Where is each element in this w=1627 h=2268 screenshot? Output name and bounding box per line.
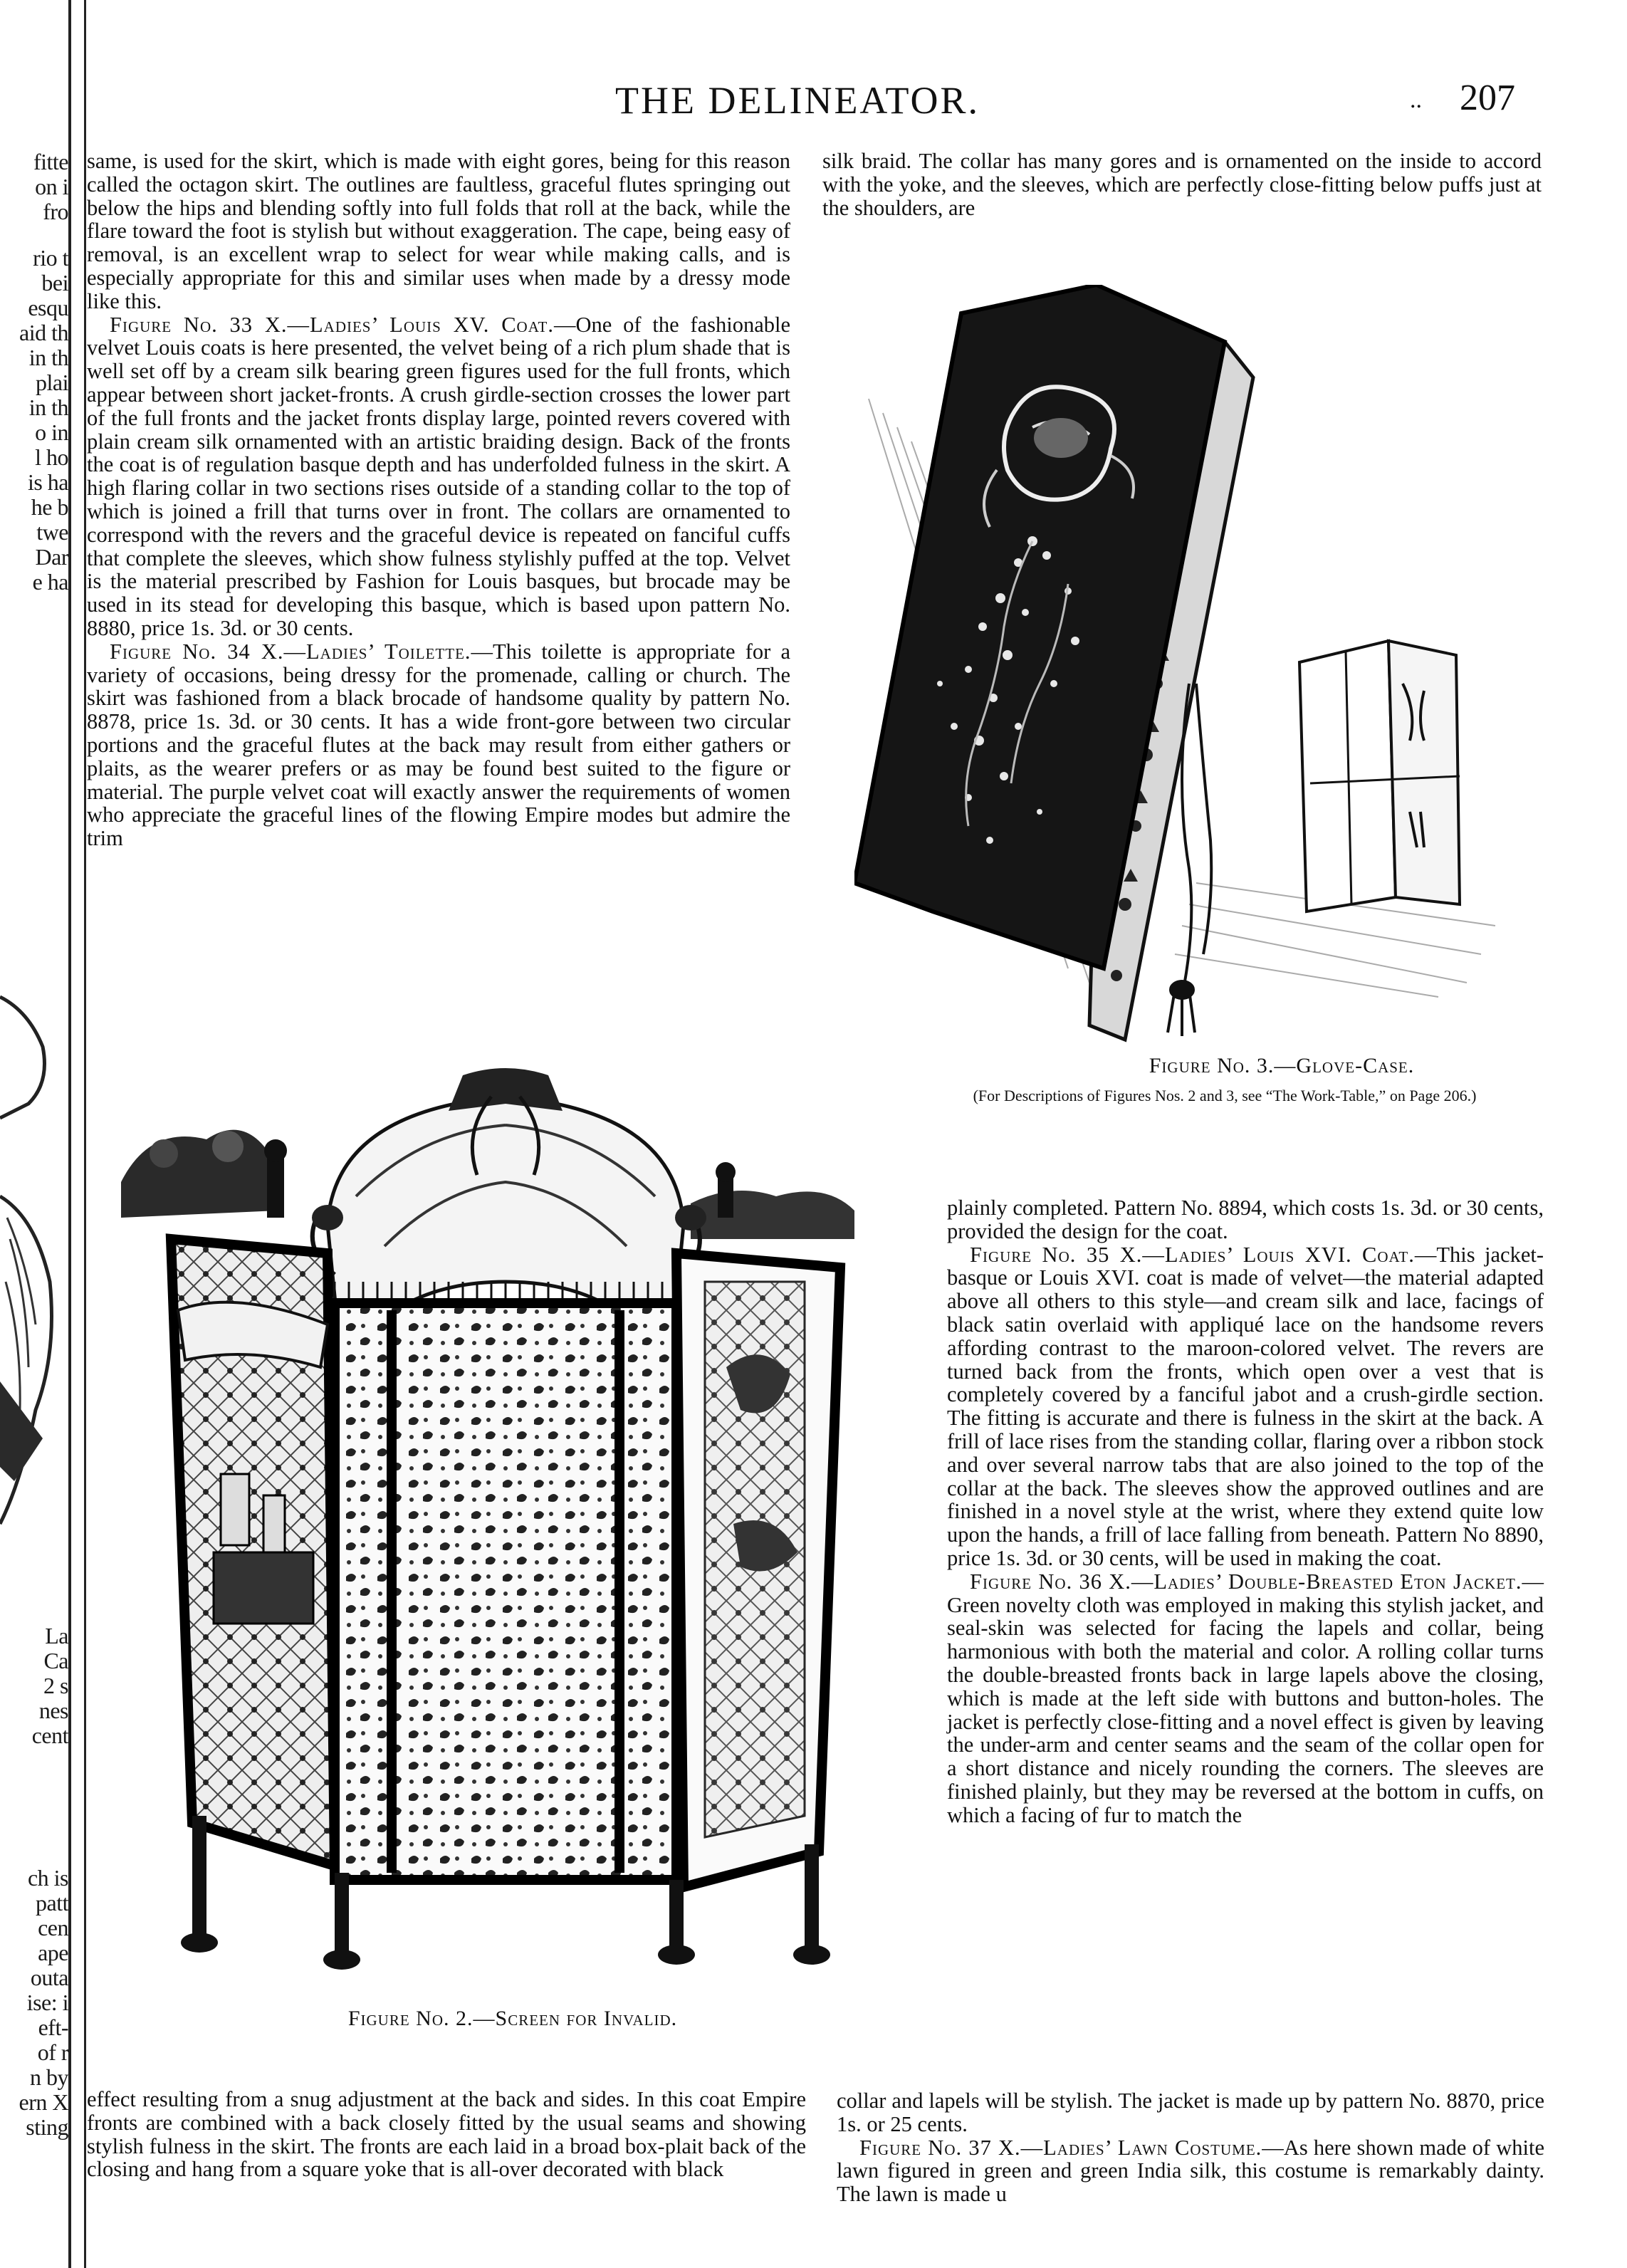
gutter-fragment-text: Dar — [35, 544, 68, 570]
gutter-fragment-text: e ha — [32, 569, 68, 595]
glove-case-folded-view — [1299, 641, 1460, 911]
paragraph-figure-33 — [87, 313, 790, 640]
gutter-fragment-text: nes — [38, 1698, 68, 1723]
paragraph-figure-35 — [947, 1243, 1544, 1570]
paragraph-silk-braid: silk braid. The collar has many gores and is ornamented on the inside to accord with the yoke, and the sleeves, which are perfectly close-fitting below puffs just at the shoulders, are — [822, 149, 1542, 220]
figure-screen-for-invalid — [121, 1068, 926, 1972]
running-title: THE DELINEATOR. — [615, 79, 980, 122]
column-left-bottom — [87, 2088, 806, 2181]
gutter-fragment-text: ch is — [27, 1865, 68, 1891]
column-right-bottom — [837, 2089, 1544, 2206]
gutter-fragment-text: patt — [36, 1890, 68, 1916]
gutter-fragment-text: ern X — [19, 2089, 68, 2115]
gutter-fragment-text: twe — [36, 519, 68, 545]
gutter-fragment-text: fro — [43, 199, 68, 224]
gutter-fragment-text: in th — [28, 345, 68, 370]
gutter-fragment-text: plai — [36, 370, 68, 395]
body-figure-35: —This jacket-basque or Louis XVI. coat is made of velvet—the material adapted above all others to this style—and cream silk and lace, facings of black satin overlaid with appliqué lace on the handsome revers affording contrast to the maroon-colored velvet. The revers are turned back from the fronts, which open over a vest that is completely covered by a fanciful jabot and a crush-girdle section. The fitting is accurate and there is fulness in the skirt at the back. A frill of lace rises from the standing collar, flaring over a ribbon stock and over several narrow tabs that are also joined to the top of the collar at the back. The sleeves show the approved outlines and are finished in a novel style at the wrist, where they extend quite low upon the hands, a frill of lace falling from beneath. Pattern No 8890, price 1s. 3d. or 30 cents, will be used in making the coat. — [947, 1242, 1544, 1570]
heading-figure-34: Figure No. 34 X.—Ladies’ Toilette. — [110, 639, 471, 664]
gutter-rule-outer — [68, 0, 71, 2268]
gutter-fragment-text: fitte — [33, 149, 68, 174]
gutter-fragment-text: bei — [41, 270, 68, 296]
gutter-fragment-text: is ha — [27, 469, 68, 495]
paragraph-collar-lapels: collar and lapels will be stylish. The jacket is made up by pattern No. 8870, price 1s. or 25 cents. — [837, 2089, 1544, 2136]
screen-left-panel — [171, 1239, 335, 1866]
gutter-fragment — [0, 0, 91, 2268]
gutter-fragment-text: cent — [31, 1723, 68, 1748]
gutter-fragment-text: outa — [30, 1965, 68, 1990]
paragraph-empire-fronts: effect resulting from a snug adjustment at the back and sides. In this coat Empire fronts are combined with a back closely fitted by the usual seams and showing stylish fulness in the skirt. The fronts are each laid in a broad box-plait back of the closing and hang from a square yoke that is all-over decorated with black — [87, 2087, 806, 2182]
gutter-fragment-text: 2 s — [43, 1673, 68, 1698]
gutter-fragment-text: cen — [38, 1915, 68, 1940]
gutter-fragment-text: he b — [31, 494, 68, 520]
gutter-rule-inner — [84, 0, 86, 2268]
column-right-top — [822, 150, 1542, 219]
paragraph-octagon-skirt: same, is used for the skirt, which is made with eight gores, being for this reason called the octagon skirt. The outlines are faultless, graceful flutes springing out below the hips and blending softly into full folds that roll at the back, while the flare toward the foot is stylish but without exaggeration. The cape, being easy of removal, is an excellent wrap to select for wear while making calls, and is especially appropriate for this and similar uses when made by a dressy mode like this. — [87, 149, 790, 313]
gutter-fragment-text: ape — [38, 1940, 68, 1965]
gutter-fragment-text: n by — [30, 2064, 68, 2090]
caption-figure-3: Figure No. 3.—Glove-Case. — [1149, 1054, 1415, 1077]
gutter-fragment-text: rio t — [33, 245, 68, 271]
gutter-clip — [0, 0, 68, 2268]
gutter-fragment-text: on i — [35, 174, 68, 199]
heading-figure-35: Figure No. 35 X.—Ladies’ Louis XVI. Coat. — [970, 1242, 1415, 1267]
screen-right-panel — [676, 1253, 840, 1887]
body-figure-34: —This toilette is appropriate for a variety of occasions, being dressy for the promenade, calling or church. The skirt was fashioned from a black brocade of handsome quality by pattern No. 8878, price 1s. 3d. or 30 cents. It has a wide front-gore between two circular portions and the graceful flutes at the back may result from either gathers or plaits, as the wearer prefers or as may be found best suited to the figure or material. The purple velvet coat will exactly answer the requirements of women who appreciate the graceful lines of the flowing Empire modes but admire the trim — [87, 639, 790, 851]
header-leader-dots: .. — [1410, 87, 1422, 113]
gutter-fragment-text: eft- — [38, 2014, 68, 2040]
paragraph-plainly-completed: plainly completed. Pattern No. 8894, which costs 1s. 3d. or 30 cents, provided the design for the coat. — [947, 1196, 1544, 1243]
gutter-fragment-text: Ca — [43, 1648, 68, 1673]
gutter-fragment-text: l ho — [35, 444, 68, 470]
gutter-fragment-text: sting — [26, 2114, 68, 2140]
page-number: 207 — [1460, 78, 1515, 118]
caption-figure-3-note: (For Descriptions of Figures Nos. 2 and 3, see “The Work-Table,” on Page 206.) — [973, 1087, 1477, 1104]
column-right-middle — [947, 1196, 1544, 1827]
figure-glove-case — [854, 285, 1524, 1054]
body-figure-37: —As here shown made of white lawn figured in green and green India silk, this costume is remarkably dainty. The lawn is made u — [837, 2135, 1544, 2207]
heading-figure-33: Figure No. 33 X.—Ladies’ Louis XV. Coat. — [110, 312, 554, 337]
gutter-fragment-text: in th — [28, 394, 68, 420]
gutter-sketch-upper — [0, 983, 68, 1624]
column-left-top — [87, 150, 790, 850]
heading-figure-37: Figure No. 37 X.—Ladies’ Lawn Costume. — [859, 2135, 1262, 2160]
gutter-fragment-text: aid th — [19, 320, 68, 345]
paragraph-figure-34 — [87, 640, 790, 850]
paragraph-figure-37 — [837, 2136, 1544, 2206]
caption-figure-2: Figure No. 2.—Screen for Invalid. — [347, 2007, 678, 2030]
gutter-fragment-text: esqu — [28, 295, 68, 320]
gutter-fragment-text: of r — [37, 2039, 68, 2065]
heading-figure-36: Figure No. 36 X.—Ladies’ Double-Breasted Eton Jacket. — [970, 1569, 1522, 1594]
body-figure-36: —Green novelty cloth was employed in making this stylish jacket, and seal-skin was selected for facing the lapels and collar, being harmonious with both the material and color. A rolling collar turns the double-breasted fronts back in large lapels above the closing, which is made at the left side with buttons and button-holes. The jacket is perfectly close-fitting and a novel effect is given by leaving the under-arm and center seams and the seam of the collar open for a short distance and nicely rounding the corners. The sleeves are finished plainly, but they may be reversed at the bottom in cuffs, on which a facing of fur to match the — [947, 1569, 1544, 1827]
gutter-fragment-text: o in — [35, 419, 68, 445]
screen-middle-panel — [335, 1303, 676, 1880]
body-figure-33: —One of the fashionable velvet Louis coats is here presented, the velvet being of a rich plum shade that is well set off by a cream silk bearing green figures used for the full fronts, which appear between short jacket-fronts. A crush girdle-section crosses the lower part of the full fronts and the jacket fronts display large, pointed revers covered with plain cream silk ornamented with an artistic braiding design. Back of the fronts the coat is of regulation basque depth and has underfolded fulness in the skirt. A high flaring collar in two sections rises outside of a standing collar to the top of which is joined a frill that turns over in front. The collars are ornamented to correspond with the revers and the graceful device is repeated on fanciful cuffs that complete the sleeves, which show fulness stylishly puffed at the top. Velvet is the material prescribed by Fashion for Louis basques, but brocade may be used in its stead for developing this basque, which is based upon pattern No. 8880, price 1s. 3d. or 30 cents. — [87, 312, 790, 640]
paragraph-figure-36 — [947, 1570, 1544, 1827]
gutter-fragment-text: La — [45, 1623, 68, 1648]
gutter-fragment-text: ise: i — [26, 1990, 68, 2015]
